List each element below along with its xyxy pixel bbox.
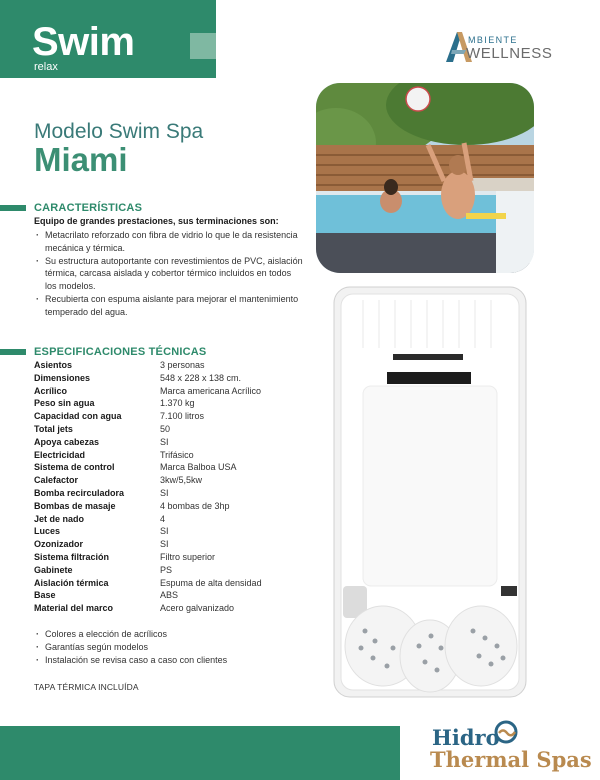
ambiente-wellness-logo	[444, 30, 574, 66]
spec-label: Base	[34, 590, 56, 601]
spec-row	[34, 525, 314, 538]
spec-label: Peso sin agua	[34, 398, 95, 409]
spec-label: Electricidad	[34, 449, 86, 460]
brand-name: Swim	[32, 20, 135, 64]
swim-spa-top-view	[333, 286, 527, 698]
spec-label: Dimensiones	[34, 372, 91, 383]
spec-value: Marca Balboa USA	[160, 462, 237, 473]
spec-label: Material del marco	[34, 603, 114, 614]
spec-row	[34, 500, 314, 513]
spec-label: Bomba recirculadora	[34, 488, 125, 498]
spec-row	[34, 602, 314, 615]
section-bar	[0, 205, 26, 211]
spec-value: Trifásico	[160, 449, 194, 460]
spec-value: ABS	[160, 590, 179, 601]
wave-icon	[494, 720, 518, 744]
spec-row	[34, 513, 314, 526]
spec-value: Acero galvanizado	[160, 603, 235, 614]
list-item: · Garantías según modelos	[34, 641, 304, 654]
spec-label: Apoya cabezas	[34, 436, 100, 447]
hidro-thermal-logo	[424, 718, 600, 780]
spec-label: Gabinete	[34, 564, 73, 575]
spec-value: 4 bombas de 3hp	[160, 500, 230, 511]
spec-row	[34, 372, 314, 385]
spec-label: Ozonizador	[34, 539, 83, 550]
spec-value: SI	[160, 526, 169, 537]
spec-value: 4	[160, 513, 166, 524]
spec-value: 3kw/5,5kw	[160, 475, 203, 486]
spec-value: Marca americana Acrílico	[160, 385, 262, 396]
spec-row	[34, 577, 314, 590]
spec-label: Sistema filtración	[34, 552, 110, 562]
spec-value: PS	[160, 564, 173, 575]
logo-thermal-text: Thermal Spas	[430, 747, 592, 772]
swim-spa-photo	[316, 83, 534, 273]
spec-label: Aislación térmica	[34, 577, 109, 588]
spec-value: 3 personas	[160, 360, 205, 370]
footer-band	[0, 726, 400, 780]
logo-hidro-text: Hidro	[432, 725, 500, 750]
spec-row	[34, 410, 314, 423]
spec-label: Bombas de masaje	[34, 500, 116, 511]
spec-value: SI	[160, 539, 169, 550]
model-subtitle: Modelo Swim Spa	[34, 120, 204, 143]
spec-row	[34, 474, 314, 487]
tapa-termica-note: TAPA TÉRMICA INCLUÍDA	[34, 682, 139, 692]
logo-word-main: WELLNESS	[466, 45, 553, 62]
section-bar	[0, 349, 26, 355]
caracteristicas-intro: Equipo de grandes prestaciones, sus terminaciones son:	[34, 216, 279, 226]
spec-row	[34, 538, 314, 551]
spec-row	[34, 423, 314, 436]
spec-value: 1.370 kg	[160, 398, 195, 409]
spec-value: 548 x 228 x 138 cm.	[160, 372, 242, 383]
spec-row	[34, 397, 314, 410]
caracteristicas-heading: CARACTERÍSTICAS	[34, 202, 143, 214]
spec-value: Espuma de alta densidad	[160, 577, 262, 588]
spec-label: Jet de nado	[34, 513, 85, 524]
spec-row	[34, 564, 314, 577]
spec-row	[34, 359, 314, 372]
spec-label: Asientos	[34, 360, 73, 370]
spec-label: Acrílico	[34, 385, 68, 396]
list-item: · Recubierta con espuma aislante para mejorar el mantenimiento temperado del agua.	[34, 293, 304, 319]
brand-tagline: relax	[34, 61, 58, 73]
footer-notch	[400, 726, 418, 780]
spec-label: Luces	[34, 526, 61, 537]
spec-row	[34, 436, 314, 449]
spec-value: 7.100 litros	[160, 411, 205, 422]
list-item: · Colores a elección de acrílicos	[34, 628, 304, 641]
extras-list	[34, 628, 304, 666]
spec-row	[34, 487, 314, 500]
spec-row	[34, 589, 314, 602]
spec-row	[34, 461, 314, 474]
spec-value: SI	[160, 488, 169, 498]
spec-row	[34, 449, 314, 462]
logo-word-top: MBIENTE	[468, 35, 518, 45]
spec-value: Filtro superior	[160, 552, 216, 562]
list-item: · Metacrilato reforzado con fibra de vidrio lo que le da resistencia mecánica y térmica.	[34, 229, 304, 255]
spec-row	[34, 385, 314, 398]
spec-label: Sistema de control	[34, 462, 115, 473]
model-title: Miami	[34, 141, 128, 178]
especificaciones-heading: ESPECIFICACIONES TÉCNICAS	[34, 346, 207, 358]
caracteristicas-list	[34, 229, 304, 319]
spec-label: Capacidad con agua	[34, 411, 122, 422]
list-item: · Su estructura autoportante con revestimientos de PVC, aislación térmica, carcasa aislada y cobertor térmico incluidos en todos los modelos.	[34, 255, 304, 293]
spec-row	[34, 551, 314, 564]
list-item: · Instalación se revisa caso a caso con clientes	[34, 654, 304, 667]
spec-label: Total jets	[34, 424, 73, 434]
header-accent-square	[190, 33, 216, 59]
spec-value: 50	[160, 424, 171, 434]
spec-value: SI	[160, 436, 169, 447]
spec-label: Calefactor	[34, 475, 79, 486]
